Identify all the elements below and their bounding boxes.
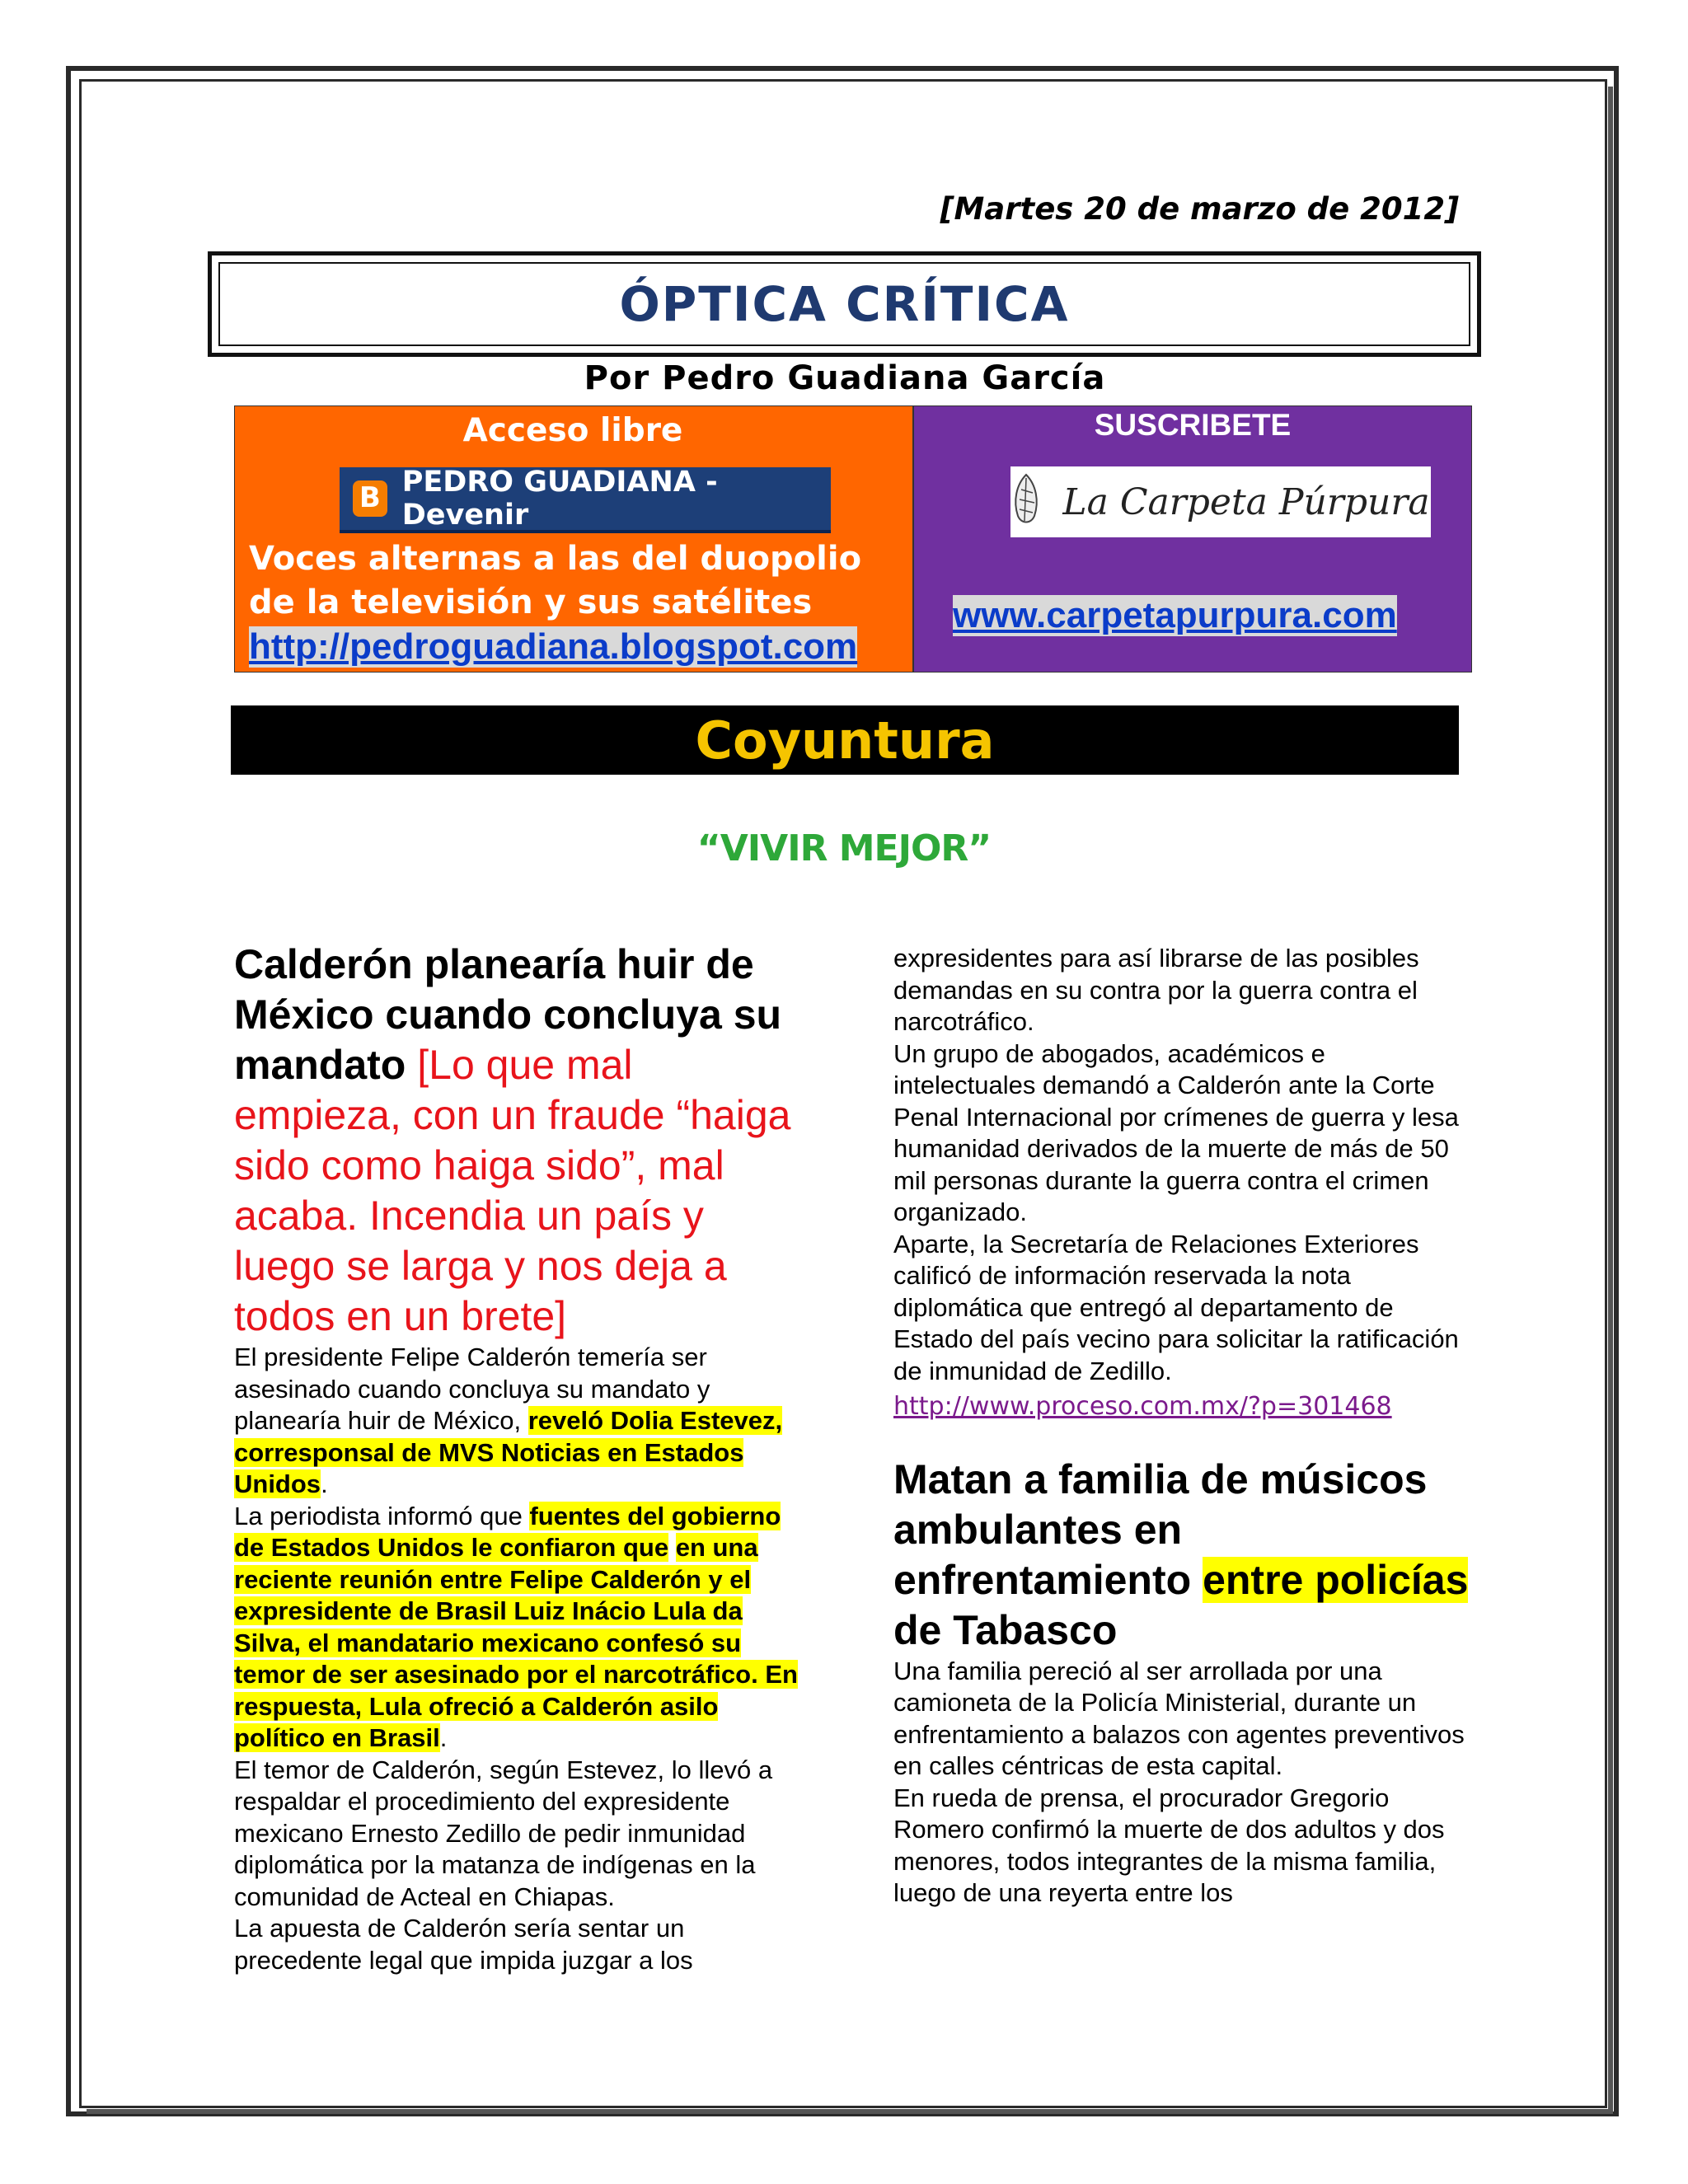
article1-p2-end: . — [439, 1723, 448, 1752]
article1-p2-text: La periodista informó que — [234, 1501, 530, 1530]
article1-p2-space — [668, 1533, 676, 1562]
carpeta-url-link[interactable]: www.carpetapurpura.com — [953, 595, 1397, 635]
article1-paragraph: Un grupo de abogados, académicos e intelectuales demandó a Calderón ante la Corte Penal Internacional por crímenes de guerra y lesa humanidad derivados de la muerte de más de 50 mil personas durante la guerra contra el crimen organizado. — [893, 1038, 1459, 1226]
article1-editor-note: [Lo que mal empieza, con un fraude “haiga sido como haiga sido”, mal acaba. Incendia un país y luego se larga y nos deja a todos en un brete] — [234, 1042, 791, 1339]
source-link[interactable]: http://www.proceso.com.mx/?p=301468 — [893, 1392, 1392, 1421]
article2-headline — [893, 1455, 1470, 1656]
section-title: Coyuntura — [695, 710, 995, 771]
article1-paragraph: La apuesta de Calderón sería sentar un precedente legal que impida juzgar a los — [234, 1914, 693, 1975]
article2-paragraph: En rueda de prensa, el procurador Gregorio Romero confirmó la muerte de dos adultos y dos menores, todos integrantes de la misma familia, luego de una reyerta entre los — [893, 1783, 1445, 1907]
article1-p1-end: . — [321, 1469, 328, 1498]
article1-paragraph: expresidentes para así librarse de las posibles demandas en su contra por la guerra contra el narcotráfico. — [893, 944, 1419, 1036]
article1-paragraph — [234, 1501, 811, 1755]
article1-paragraph — [234, 1342, 811, 1501]
article1-paragraph: El temor de Calderón, según Estevez, lo llevó a respaldar el procedimiento del expresidente mexicano Ernesto Zedillo de pedir inmunidad diplomática por la matanza de indígenas en la comunidad de Acteal en Chiapas. — [234, 1755, 773, 1911]
issue-date: [Martes 20 de marzo de 2012] — [940, 191, 1459, 227]
article1-p1-text: El presidente Felipe Calderón temería ser asesinado cuando concluya su mandato y planearía huir de México, — [234, 1343, 710, 1435]
article1-headline-block — [234, 940, 811, 1342]
article2-headline-end: de Tabasco — [893, 1606, 1118, 1653]
blog-tagline: Voces alternas a las del duopolio de la televisión y sus satélites — [249, 540, 862, 621]
article1-headline: Calderón planearía huir de México cuando concluya su mandato — [234, 941, 782, 1088]
article-column-left — [234, 940, 811, 1976]
carpeta-logo-text: La Carpeta Púrpura — [1062, 480, 1430, 523]
masthead-box — [208, 251, 1481, 357]
article2-headline-highlight: entre policías — [1203, 1556, 1469, 1603]
article2-headline-text: Matan a familia de músicos ambulantes en enfrentamiento — [893, 1455, 1428, 1603]
blogger-icon — [353, 480, 387, 517]
article-column-right — [893, 943, 1470, 1910]
masthead-title: ÓPTICA CRÍTICA — [619, 276, 1070, 332]
blog-badge[interactable] — [340, 467, 831, 533]
free-access-heading: Acceso libre — [462, 412, 683, 449]
seashell-icon — [1011, 473, 1041, 531]
carpeta-purpura-logo[interactable] — [1010, 466, 1431, 537]
article1-p2-highlight-2: en una reciente reunión entre Felipe Calderón y el expresidente de Brasil Luiz Inácio Lula da Silva, el mandatario mexicano confesó su temor de ser asesinado por el narcotráfico. En respuesta, Lula ofreció a Calderón asilo político en Brasil — [234, 1533, 798, 1752]
section-banner — [231, 705, 1459, 775]
column-subtitle: “VIVIR MEJOR” — [696, 827, 992, 869]
blog-url-link[interactable]: http://pedroguadiana.blogspot.com — [249, 626, 858, 667]
author-byline: Por Pedro Guadiana García — [584, 359, 1106, 397]
article1-p1-highlight: reveló Dolia Estevez, corresponsal de MVS Noticias en Estados Unidos — [234, 1406, 783, 1498]
subscribe-heading: SUSCRIBETE — [1094, 408, 1292, 442]
article2-paragraph: Una familia pereció al ser arrollada por una camioneta de la Policía Ministerial, durante un enfrentamiento a balazos con agentes preventivos en calles céntricas de esta capital. — [893, 1656, 1465, 1780]
article1-p2-highlight: fuentes del gobierno de Estados Unidos le confiaron que — [234, 1501, 781, 1562]
article1-paragraph: Aparte, la Secretaría de Relaciones Exteriores calificó de información reservada la nota diplomática que entregó al departamento de Estado del país vecino para solicitar la ratificación de inmunidad de Zedillo. — [893, 1229, 1459, 1385]
blog-badge-label: PEDRO GUADIANA - Devenir — [401, 466, 718, 532]
